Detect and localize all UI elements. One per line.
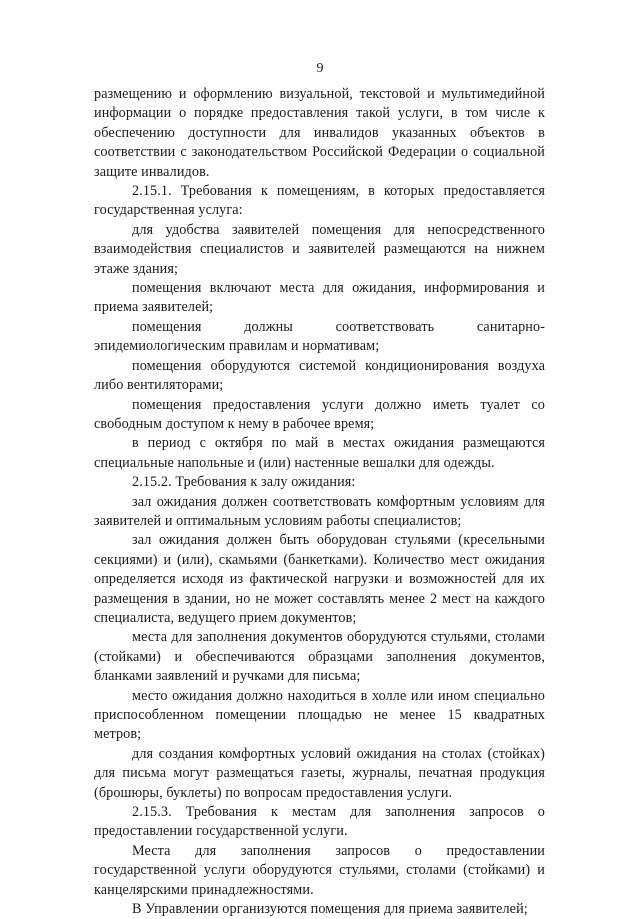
- paragraph: зал ожидания должен быть оборудован стульями (кресельными секциями) и (или), скамьями (банкетками). Количество мест ожидания определяется исходя из фактической нагрузки и возможностей для их размещения в здании, но не может составлять менее 2 мест на каждого специалиста, ведущего прием документов;: [94, 532, 545, 626]
- paragraph: В Управлении организуются помещения для приема заявителей;: [132, 901, 528, 918]
- body-text: [94, 85, 545, 919]
- paragraph: помещения оборудуются системой кондиционирования воздуха либо вентиляторами;: [94, 357, 545, 394]
- paragraph: места для заполнения документов оборудуются стульями, столами (стойками) и обеспечиваются образцами заполнения документов, бланками заявлений и ручками для письма;: [94, 629, 545, 685]
- paragraph: Места для заполнения запросов о предоставлении государственной услуги оборудуются стульями, столами (стойками) и канцелярскими принадлежностями.: [94, 842, 545, 898]
- paragraph: зал ожидания должен соответствовать комфортным условиям для заявителей и оптимальным условиям работы специалистов;: [94, 493, 545, 529]
- section-heading-2-15-3: 2.15.3. Требования к местам для заполнения запросов о предоставлении государственной услуги.: [94, 804, 545, 840]
- paragraph: помещения включают места для ожидания, информирования и приема заявителей;: [94, 280, 545, 316]
- page-number: 9: [316, 61, 324, 76]
- paragraph: место ожидания должно находиться в холле или ином специально приспособленном помещении площадью не менее 15 квадратных метров;: [94, 687, 545, 743]
- paragraph: для удобства заявителей помещения для непосредственного взаимодействия специалистов и заявителей размещаются на нижнем этаже здания;: [94, 221, 545, 277]
- paragraph: помещения предоставления услуги должно иметь туалет со свободным доступом к нему в рабочее время;: [94, 396, 545, 432]
- paragraph: помещения должны соответствовать санитарно-эпидемиологическим правилам и нормативам;: [94, 318, 545, 355]
- paragraph: в период с октября по май в местах ожидания размещаются специальные напольные и (или) настенные вешалки для одежды.: [94, 435, 545, 471]
- section-heading-2-15-2: 2.15.2. Требования к залу ожидания:: [132, 474, 356, 491]
- paragraph: для создания комфортных условий ожидания на столах (стойках) для письма могут размещаться газеты, журналы, печатная продукция (брошюры, буклеты) по вопросам предоставления услуги.: [94, 745, 545, 801]
- paragraph: размещению и оформлению визуальной, текстовой и мультимедийной информации о порядке предоставления такой услуги, в том числе к обеспечению доступности для инвалидов указанных объектов в соответствии с законодательством Российской Федерации о социальной защите инвалидов.: [94, 86, 545, 180]
- section-heading-2-15-1: 2.15.1. Требования к помещениям, в которых предоставляется государственная услуга:: [94, 183, 545, 219]
